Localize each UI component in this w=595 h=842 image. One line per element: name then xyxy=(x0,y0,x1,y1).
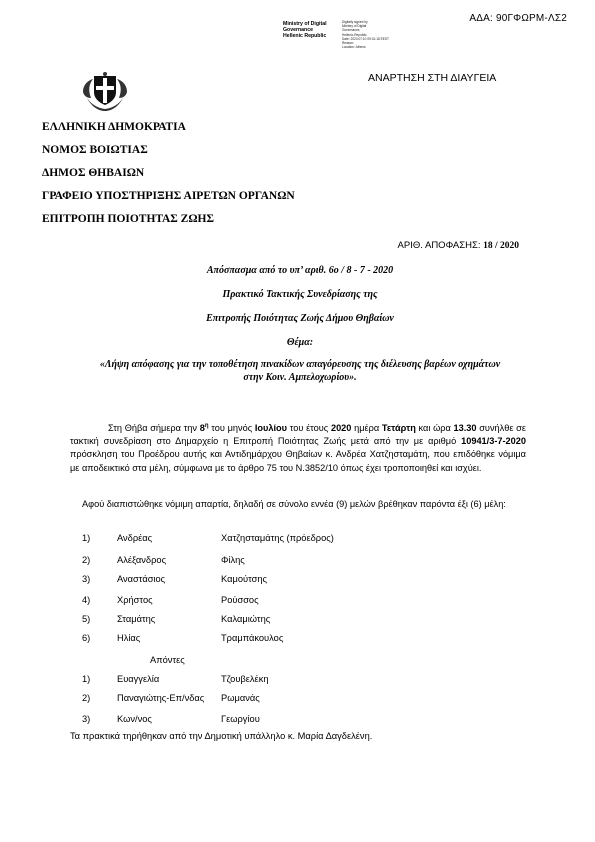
list-item-number: 2) xyxy=(82,693,91,703)
member-first-name: Αναστάσιος xyxy=(117,574,166,584)
member-last-name: Καλαμιώτης xyxy=(221,614,271,624)
list-item-number: 1) xyxy=(82,674,91,684)
member-last-name: Φίλης xyxy=(221,555,245,565)
invitation-reference: 10941/3-7-2020 xyxy=(461,436,526,447)
member-first-name: Ευαγγελία xyxy=(117,674,160,684)
member-first-name: Ανδρέας xyxy=(117,533,153,543)
meeting-paragraph: Στη Θήβα σήμερα την $8^\eta$ του μηνός Ιουλίου του έτους 2020 ημέρα Τετάρτη και ώρα 13.30 συνήλθε σε τακτική συνεδρίαση στο Δημαρχείο η Επιτροπή Ποιότητας Ζωής μετά από την με αριθμό 10941/3-7-2020 πρόσκληση του Προέδρου αυτής και Αντιδημάρχου Θηβαίων κ. Ανδρέα Χατζησταμάτη, που επιδόθηκε νόμιμα με αποδεικτικό στα μέλη, σύμφωνα με το άρθρο 75 του Ν.3852/10 όπως έχει τροποποιηθεί και ισχύει. xyxy=(70,423,526,473)
document-header xyxy=(42,120,402,235)
meeting-weekday: Τετάρτη xyxy=(381,423,416,434)
committee-line: Επιτροπής Ποιότητας Ζωής Δήμου Θηβαίων xyxy=(206,313,394,324)
absent-label: Απόντες xyxy=(150,655,185,665)
header-republic: ΕΛΛΗΝΙΚΗ ΔΗΜΟΚΡΑΤΙΑ xyxy=(42,121,186,133)
stamp-line: Governance, xyxy=(342,28,361,33)
header-municipality: ΔΗΜΟΣ ΘΗΒΑΙΩΝ xyxy=(42,167,145,179)
stamp-line: Hellenic Republic xyxy=(342,32,367,37)
decision-number-label: ΑΡΙΘ. ΑΠΟΦΑΣΗΣ: xyxy=(397,240,481,251)
meeting-time: 13.30 xyxy=(453,423,477,434)
member-last-name: Τραμπάκουλος xyxy=(221,633,284,643)
list-item-number: 2) xyxy=(82,555,91,565)
list-item-number: 6) xyxy=(82,633,91,643)
member-first-name: Χρήστος xyxy=(117,595,153,605)
member-last-name: Καμούτσης xyxy=(221,574,268,584)
stamp-line: Ministry of Digital xyxy=(283,21,327,27)
excerpt-line: Απόσπασμα από το υπ’ αριθ. 6ο / 8 - 7 - 2020 xyxy=(206,265,394,276)
signature-stamp-english xyxy=(283,21,327,39)
member-first-name: Ηλίας xyxy=(117,633,141,643)
member-last-name: Ρωμανάς xyxy=(221,693,260,703)
greek-emblem-icon xyxy=(79,70,131,112)
member-last-name: Ρούσσος xyxy=(221,595,259,605)
list-item-number: 5) xyxy=(82,614,91,624)
header-office: ΓΡΑΦΕΙΟ ΥΠΟΣΤΗΡΙΞΗΣ ΑΙΡΕΤΩΝ ΟΡΓΑΝΩΝ xyxy=(42,190,295,202)
member-last-name: Χατζησταμάτης (πρόεδρος) xyxy=(221,533,334,543)
decision-number xyxy=(398,240,519,251)
member-first-name: Σταμάτης xyxy=(117,614,156,624)
signature-stamp-details xyxy=(342,20,389,49)
decision-number-value: 18 / 2020 xyxy=(483,241,519,251)
stamp-line: Governance xyxy=(283,27,313,33)
member-first-name: Αλέξανδρος xyxy=(117,555,167,565)
closing-note: Τα πρακτικά τηρήθηκαν από την Δημοτική υπάλληλο κ. Μαρία Δαγδελένη. xyxy=(70,731,373,741)
stamp-line: Ministry of Digital xyxy=(342,24,367,29)
subject-text-line2: στην Κοιν. Αμπελοχωρίου». xyxy=(243,372,357,383)
list-item-number: 4) xyxy=(82,595,91,605)
list-item-number: 3) xyxy=(82,714,91,724)
header-prefecture: ΝΟΜΟΣ ΒΟΙΩΤΙΑΣ xyxy=(42,144,148,156)
stamp-line: Reason: xyxy=(342,41,354,46)
posting-notice: ΑΝΑΡΤΗΣΗ ΣΤΗ ΔΙΑΥΓΕΙΑ xyxy=(368,72,497,84)
quorum-paragraph: Αφού διαπιστώθηκε νόμιμη απαρτία, δηλαδή σε σύνολο εννέα (9) μελών βρέθηκαν παρόντα έξι (6) μέλη: xyxy=(82,499,506,509)
header-committee: ΕΠΙΤΡΟΠΗ ΠΟΙΟΤΗΤΑΣ ΖΩΗΣ xyxy=(42,213,215,225)
list-item-number: 3) xyxy=(82,574,91,584)
list-item-number: 1) xyxy=(82,533,91,543)
subject-label: Θέμα: xyxy=(286,337,314,348)
ada-code: ΑΔΑ: 90ΓΦΩΡΜ-ΛΣ2 xyxy=(469,13,567,24)
member-last-name: Γεωργίου xyxy=(221,714,260,724)
minutes-line: Πρακτικό Τακτικής Συνεδρίασης της xyxy=(222,289,378,300)
meeting-month: Ιουλίου xyxy=(254,423,287,434)
member-last-name: Τζουβελέκη xyxy=(221,674,269,684)
subject-text-line1: «Λήψη απόφασης για την τοποθέτηση πινακίδων απαγόρευσης της διέλευσης βαρέων οχημάτων xyxy=(99,359,501,370)
stamp-line: Date: 2020.07.10 09:31:18 EEST xyxy=(342,36,389,41)
member-first-name: Κων/νος xyxy=(117,714,152,724)
member-first-name: Παναγιώτης-Επ/νδας xyxy=(117,693,205,703)
meeting-year: 2020 xyxy=(330,423,352,434)
stamp-line: Digitally signed by xyxy=(342,20,368,24)
stamp-line: Location: Athens xyxy=(342,45,366,50)
stamp-line: Hellenic Republic xyxy=(283,33,327,39)
meeting-day: $8^\eta$ xyxy=(199,423,209,434)
